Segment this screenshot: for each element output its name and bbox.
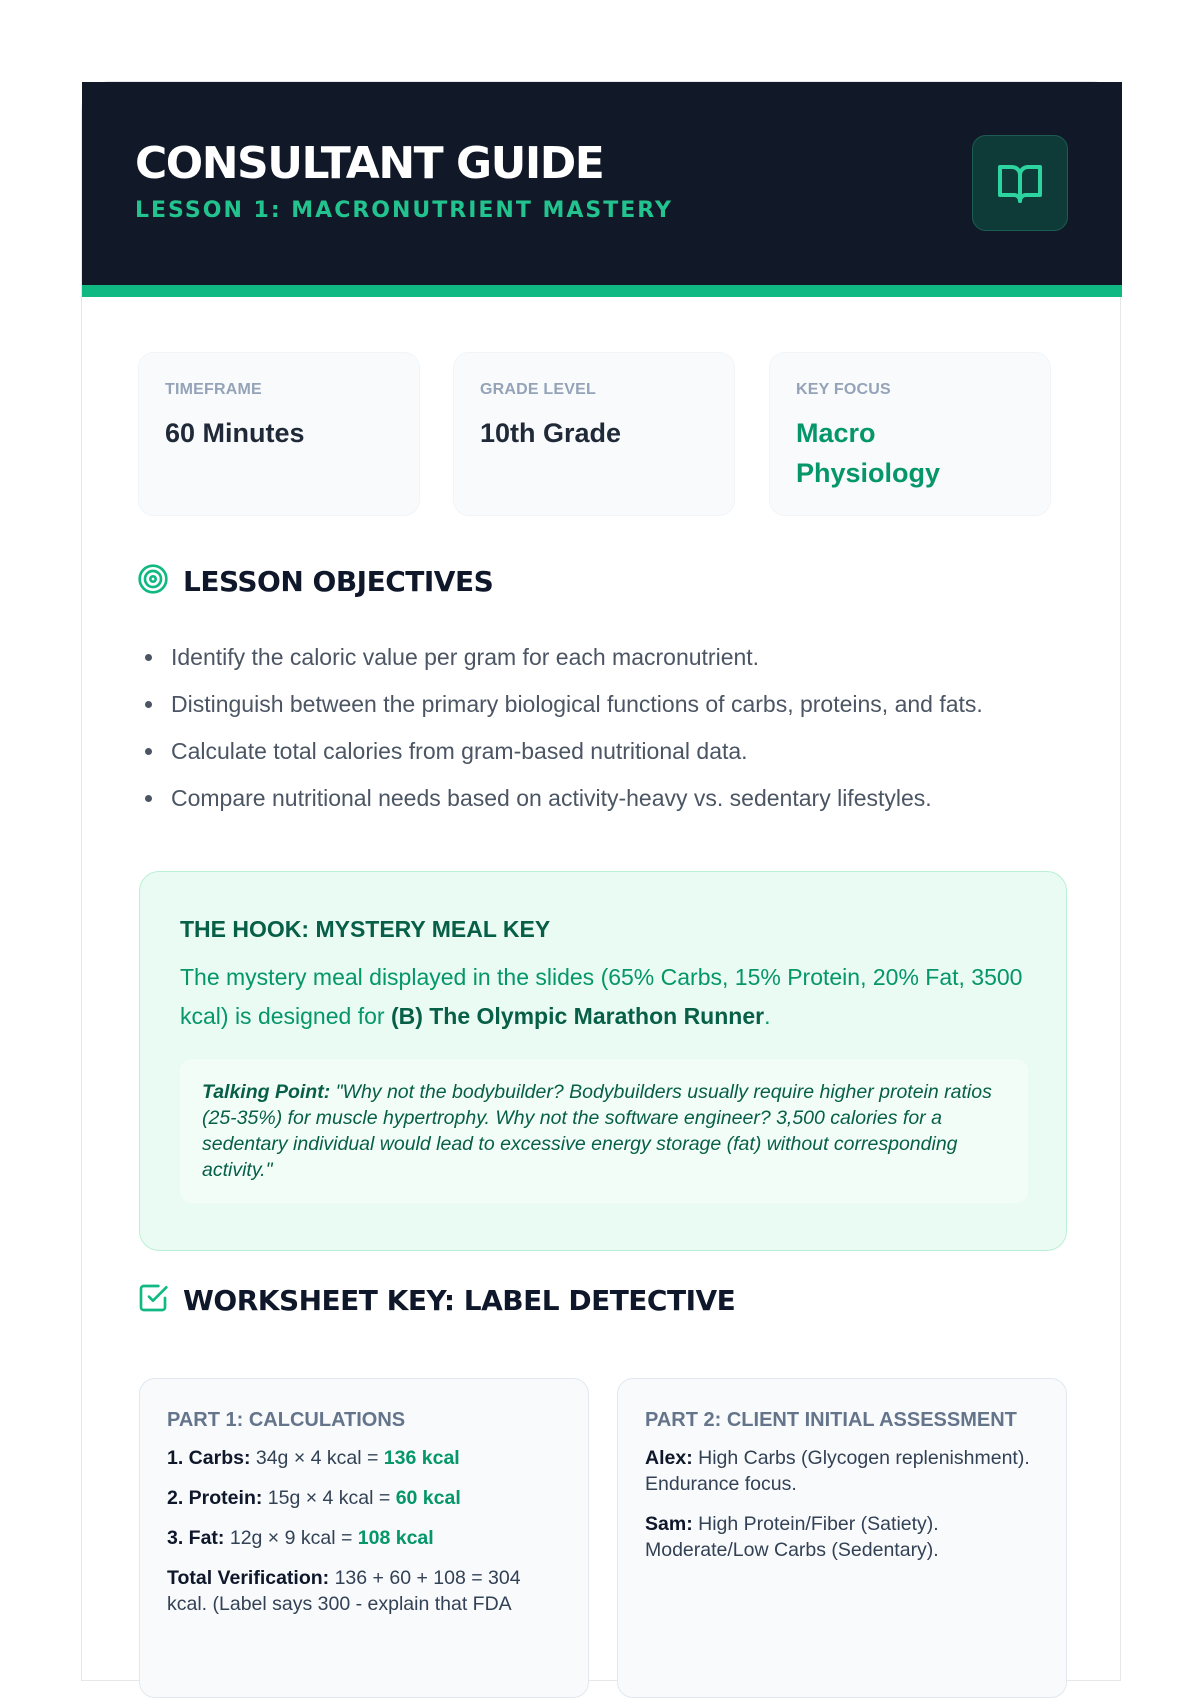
calc-expression: 12g × 9 kcal = (224, 1527, 358, 1549)
meta-card-grade-level (453, 352, 735, 516)
calc-result: 136 kcal (383, 1447, 460, 1469)
assessment-alex (645, 1445, 1042, 1497)
calc-line-carbs (167, 1445, 564, 1471)
meta-value: Macro Physiology (796, 418, 941, 488)
hook-body (180, 958, 1030, 1036)
lesson-subtitle: LESSON 1: MACRONUTRIENT MASTERY (135, 198, 673, 223)
list-item: Distinguish between the primary biological functions of carbs, proteins, and fats. (139, 689, 1099, 736)
talking-point-text: "Why not the bodybuilder? Bodybuilders usually require higher protein ratios (25-35%) for muscle hypertrophy. Why not the software engineer? 3,500 calories for a sedentary individual would lead to excessive energy storage (fat) without corresponding activity." (202, 1081, 992, 1181)
total-text: 136 + 60 + 108 = 304 kcal. (Label says 300 - explain that FDA (167, 1567, 521, 1615)
objectives-heading (137, 563, 493, 600)
calc-result: 108 kcal (357, 1527, 434, 1549)
section-title: WORKSHEET KEY: LABEL DETECTIVE (183, 1284, 736, 1317)
target-icon (137, 563, 169, 600)
meta-card-key-focus (769, 352, 1051, 516)
list-item: Compare nutritional needs based on activity-heavy vs. sedentary lifestyles. (139, 783, 1099, 830)
total-label: Total Verification: (167, 1567, 330, 1589)
worksheet-heading (137, 1282, 735, 1319)
page-title: CONSULTANT GUIDE (135, 138, 604, 189)
meta-value: 60 Minutes (165, 418, 305, 448)
talking-point-label: Talking Point: (202, 1081, 331, 1103)
client-assessment: High Carbs (Glycogen replenishment). Endurance focus. (645, 1447, 1030, 1495)
checkbox-icon (137, 1282, 169, 1319)
guide-header (82, 82, 1122, 285)
objectives-list (139, 642, 1099, 830)
meta-label: GRADE LEVEL (480, 381, 596, 398)
calc-expression: 15g × 4 kcal = (262, 1487, 396, 1509)
calc-result: 60 kcal (395, 1487, 461, 1509)
total-verification (167, 1565, 564, 1617)
client-assessment: High Protein/Fiber (Satiety). Moderate/Low Carbs (Sedentary). (645, 1513, 939, 1561)
section-title: LESSON OBJECTIVES (183, 565, 494, 598)
meta-card-timeframe (138, 352, 420, 516)
assessment-sam (645, 1511, 1042, 1563)
hook-text-end: . (764, 1003, 771, 1029)
talking-point (180, 1059, 1028, 1203)
hook-answer: (B) The Olympic Marathon Runner (390, 1003, 765, 1029)
list-item: Identify the caloric value per gram for each macronutrient. (139, 642, 1099, 689)
calc-label: 2. Protein: (167, 1487, 263, 1509)
part1-title: PART 1: CALCULATIONS (167, 1409, 406, 1431)
meta-label: KEY FOCUS (796, 381, 891, 398)
worksheet-part1-card (139, 1378, 589, 1698)
hook-text: The mystery meal displayed in the slides (65% Carbs, 15% Protein, 20% Fat, 3500 kcal) is designed for (180, 964, 1023, 1029)
calc-expression: 34g × 4 kcal = (250, 1447, 384, 1469)
client-name: Alex: (645, 1447, 693, 1469)
calc-line-protein (167, 1485, 564, 1511)
calc-label: 1. Carbs: (167, 1447, 251, 1469)
calc-line-fat (167, 1525, 564, 1551)
hook-title: THE HOOK: MYSTERY MEAL KEY (180, 916, 551, 942)
list-item: Calculate total calories from gram-based nutritional data. (139, 736, 1099, 783)
consultant-guide-card (81, 81, 1121, 1681)
book-open-icon (972, 135, 1068, 231)
hook-callout (139, 871, 1067, 1251)
meta-label: TIMEFRAME (165, 381, 262, 398)
worksheet-part2-card (617, 1378, 1067, 1698)
header-accent-bar (82, 285, 1122, 297)
meta-value: 10th Grade (480, 418, 622, 448)
part2-title: PART 2: CLIENT INITIAL ASSESSMENT (645, 1409, 1017, 1431)
calc-label: 3. Fat: (167, 1527, 225, 1549)
client-name: Sam: (645, 1513, 693, 1535)
